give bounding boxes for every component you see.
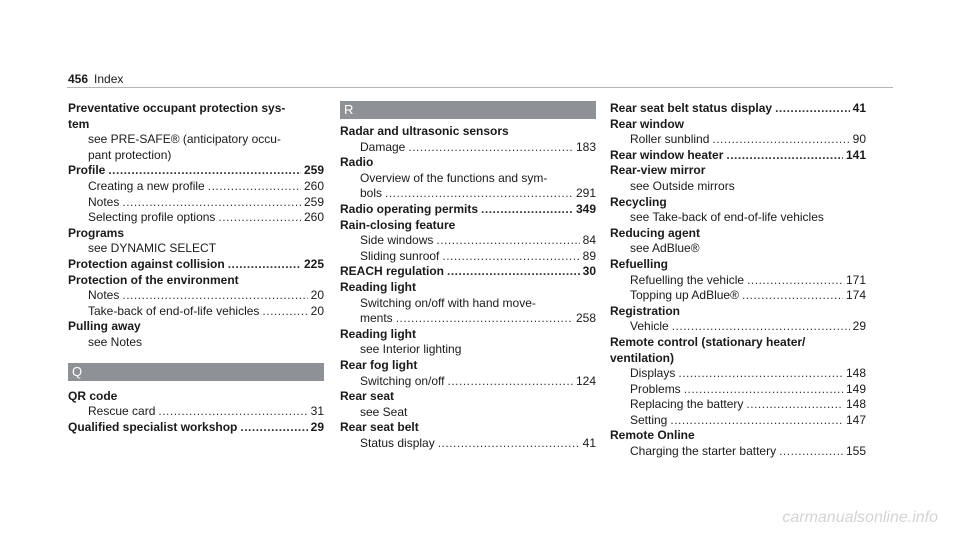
page-reference[interactable]: 260 (303, 178, 324, 193)
index-heading-entry[interactable] (610, 148, 866, 164)
dot-leader (158, 404, 307, 420)
page-reference[interactable]: 41 (582, 435, 596, 450)
index-subentry[interactable] (68, 288, 324, 304)
page-reference[interactable]: 260 (303, 210, 324, 225)
index-subentry[interactable] (68, 210, 324, 226)
entry-text: Topping up AdBlue® (630, 288, 739, 303)
dot-leader (672, 319, 850, 335)
index-reference: see PRE-SAFE® (anticipatory occu- (88, 132, 281, 147)
index-heading: Registration (610, 303, 681, 318)
dot-leader (262, 304, 307, 320)
page-reference[interactable]: 31 (310, 404, 324, 419)
index-reference: see Take-back of end-of-life vehicles (630, 210, 824, 225)
index-heading: Preventative occupant protection sys- (68, 101, 286, 115)
index-reference: Overview of the functions and sym- (360, 170, 548, 185)
dot-leader (779, 444, 843, 460)
dot-leader (436, 233, 579, 249)
index-heading: Remote Online (610, 428, 695, 443)
dot-leader (726, 148, 843, 164)
dot-leader (448, 374, 573, 390)
index-heading-entry[interactable] (340, 202, 596, 218)
index-reference: see AdBlue® (630, 241, 700, 256)
section-letter-bar: Q (68, 363, 324, 381)
index-heading: Rear seat belt (340, 420, 419, 435)
page-reference[interactable]: 148 (845, 366, 866, 381)
page-reference[interactable]: 20 (310, 288, 324, 303)
page-header-title: Index (94, 72, 124, 86)
index-heading: tem (68, 116, 90, 131)
index-reference: see Notes (88, 334, 143, 349)
index-heading-entry[interactable] (68, 420, 324, 436)
dot-leader (218, 210, 301, 226)
index-heading: Protection of the environment (68, 272, 239, 287)
entry-text: Displays (630, 366, 676, 381)
page-reference[interactable]: 29 (852, 319, 866, 334)
index-reference: see DYNAMIC SELECT (88, 241, 217, 256)
entry-text: Setting (630, 412, 668, 427)
index-subentry[interactable] (610, 273, 866, 289)
index-subentry[interactable] (340, 140, 596, 156)
entry-text: Rear window heater (610, 147, 724, 162)
page-reference[interactable]: 148 (845, 397, 866, 412)
index-heading: Programs (68, 225, 125, 240)
entry-text: ments (360, 311, 393, 326)
index-column-2 (340, 101, 596, 451)
index-subentry[interactable] (610, 288, 866, 304)
index-subentry[interactable] (68, 195, 324, 211)
entry-text: Creating a new profile (88, 178, 205, 193)
page-reference[interactable]: 89 (582, 248, 596, 263)
entry-text: Rear seat belt status display (610, 101, 773, 115)
page-reference[interactable]: 141 (845, 147, 866, 162)
dot-leader (438, 436, 580, 452)
index-heading-entry[interactable] (610, 101, 866, 117)
page-reference[interactable]: 349 (575, 201, 596, 216)
dot-leader (122, 195, 301, 211)
dot-leader (678, 366, 843, 382)
index-subentry[interactable] (68, 304, 324, 320)
entry-text: Switching on/off (360, 373, 445, 388)
header-divider (67, 87, 893, 88)
entry-text: REACH regulation (340, 264, 445, 279)
dot-leader (408, 140, 573, 156)
page-reference[interactable]: 147 (845, 412, 866, 427)
dot-leader (670, 413, 843, 429)
entry-text: Take-back of end-of-life vehicles (88, 303, 260, 318)
dot-leader (775, 101, 850, 117)
index-column-3 (610, 101, 866, 460)
entry-text: Charging the starter battery (630, 444, 777, 459)
index-subentry[interactable] (610, 319, 866, 335)
index-heading-entry[interactable] (340, 264, 596, 280)
entry-text: Protection against collision (68, 256, 225, 271)
index-reference: see Seat (360, 404, 408, 419)
index-subentry[interactable] (340, 186, 596, 202)
dot-leader (747, 273, 843, 289)
dot-leader (447, 264, 580, 280)
entry-text: Side windows (360, 233, 434, 248)
index-heading: Reading light (340, 326, 416, 341)
index-heading-entry[interactable] (68, 163, 324, 179)
page-reference[interactable]: 90 (852, 132, 866, 147)
page-reference[interactable]: 20 (310, 303, 324, 318)
entry-text: Selecting profile options (88, 210, 216, 225)
index-heading-entry[interactable] (68, 257, 324, 273)
page-header (68, 72, 123, 86)
index-subentry[interactable] (610, 132, 866, 148)
dot-leader (228, 257, 301, 273)
page-reference[interactable]: 155 (845, 444, 866, 459)
entry-text: bols (360, 186, 383, 201)
index-reference: pant protection) (88, 147, 172, 162)
page-reference[interactable]: 29 (310, 419, 324, 434)
index-subentry[interactable] (340, 249, 596, 265)
dot-leader (240, 420, 307, 436)
page-number: 456 (68, 72, 89, 86)
index-reference: Switching on/off with hand move- (360, 295, 536, 310)
dot-leader (684, 382, 843, 398)
index-heading: Pulling away (68, 319, 141, 334)
page-reference[interactable]: 174 (845, 288, 866, 303)
entry-text: Radio operating permits (340, 201, 479, 216)
dot-leader (108, 163, 301, 179)
index-subentry[interactable] (68, 179, 324, 195)
page-reference[interactable]: 84 (582, 233, 596, 248)
entry-text: Roller sunblind (630, 132, 710, 147)
page-reference[interactable]: 171 (845, 272, 866, 287)
index-heading: Refuelling (610, 256, 669, 271)
page-reference[interactable]: 225 (303, 256, 324, 271)
index-subentry[interactable] (68, 404, 324, 420)
index-subentry[interactable] (610, 382, 866, 398)
page-reference[interactable]: 41 (852, 101, 866, 115)
entry-text: Profile (68, 163, 106, 178)
page-reference[interactable]: 124 (575, 373, 596, 388)
index-reference: see Outside mirrors (630, 178, 735, 193)
index-heading: Rear-view mirror (610, 163, 706, 178)
entry-text: Problems (630, 381, 681, 396)
dot-leader (746, 397, 843, 413)
index-subentry[interactable] (610, 397, 866, 413)
entry-text: Replacing the battery (630, 397, 744, 412)
index-heading: QR code (68, 388, 118, 403)
index-reference: see Interior lighting (360, 342, 462, 357)
entry-text: Damage (360, 139, 406, 154)
index-subentry[interactable] (340, 311, 596, 327)
entry-text: Sliding sunroof (360, 248, 440, 263)
page-reference[interactable]: 259 (303, 163, 324, 178)
index-subentry[interactable] (340, 233, 596, 249)
index-heading: Reducing agent (610, 225, 701, 240)
index-heading: Recycling (610, 194, 667, 209)
index-subentry[interactable] (610, 413, 866, 429)
index-heading: Rear fog light (340, 357, 418, 372)
dot-leader (122, 288, 307, 304)
index-heading: Radio (340, 155, 374, 170)
dot-leader (712, 132, 849, 148)
dot-leader (742, 288, 843, 304)
dot-leader (481, 202, 573, 218)
entry-text: Notes (88, 194, 120, 209)
index-heading: Rear seat (340, 389, 395, 404)
index-heading: Rear window (610, 116, 685, 131)
entry-text: Qualified specialist workshop (68, 419, 238, 434)
entry-text: Vehicle (630, 319, 669, 334)
entry-text: Status display (360, 435, 435, 450)
dot-leader (442, 249, 579, 265)
index-subentry[interactable] (340, 374, 596, 390)
section-letter-bar: R (340, 101, 596, 119)
page-reference[interactable]: 258 (575, 311, 596, 326)
page-reference[interactable]: 291 (575, 186, 596, 201)
index-subentry[interactable] (610, 444, 866, 460)
dot-leader (385, 186, 573, 202)
index-heading: Rain-closing feature (340, 217, 456, 232)
page-reference[interactable]: 183 (575, 139, 596, 154)
index-heading: ventilation) (610, 350, 675, 365)
index-subentry[interactable] (610, 366, 866, 382)
page-reference[interactable]: 30 (582, 264, 596, 279)
entry-text: Refuelling the vehicle (630, 272, 745, 287)
index-heading: Remote control (stationary heater/ (610, 334, 806, 349)
page-reference[interactable]: 149 (845, 381, 866, 396)
dot-leader (396, 311, 573, 327)
watermark: carmanualsonline.info (782, 509, 938, 526)
index-heading: Reading light (340, 279, 416, 294)
dot-leader (208, 179, 301, 195)
entry-text: Notes (88, 288, 120, 303)
index-column-1 (68, 101, 324, 435)
page-reference[interactable]: 259 (303, 194, 324, 209)
entry-text: Rescue card (88, 404, 156, 419)
index-subentry[interactable] (340, 436, 596, 452)
index-heading: Radar and ultrasonic sensors (340, 124, 509, 138)
